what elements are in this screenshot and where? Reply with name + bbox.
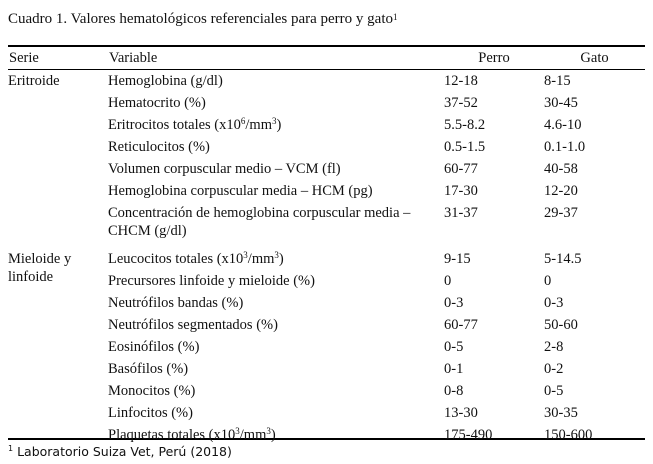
perro-cell: 12-18 (444, 73, 478, 89)
variable-cell (108, 244, 444, 272)
perro-cell: 37-52 (444, 95, 478, 111)
variable-cell: Hemoglobina (g/dl) (108, 73, 223, 89)
variable-cell: Concentración de hemoglobina corpuscular media – CHCM (g/dl) (108, 205, 411, 239)
gato-cell: 2-8 (544, 339, 564, 355)
variable-text: ) (270, 427, 276, 443)
variable-text: ) (276, 117, 282, 133)
variable-cell: Volumen corpuscular medio – VCM (fl) (108, 161, 341, 177)
table-top-rule (8, 45, 645, 47)
gato-cell: 40-58 (544, 161, 578, 177)
header-variable: Variable (109, 50, 158, 66)
gato-cell: 8-15 (544, 73, 571, 89)
perro-cell: 0-5 (444, 339, 464, 355)
caption-text: Cuadro 1. Valores hematológicos referenciales para perro y gato (8, 11, 393, 27)
variable-text: Plaquetas totales (x10 (108, 427, 236, 443)
perro-cell: 0.5-1.5 (444, 139, 486, 155)
gato-cell: 29-37 (544, 205, 578, 221)
header-gato: Gato (580, 50, 609, 66)
gato-cell: 0 (544, 273, 552, 289)
gato-cell: 30-35 (544, 405, 578, 421)
footnote-text: Laboratorio Suiza Vet, Perú (2018) (13, 444, 232, 459)
superscript: 3 (243, 250, 248, 260)
perro-cell: 60-77 (444, 161, 478, 177)
superscript: 3 (266, 426, 271, 436)
gato-cell: 5-14.5 (544, 251, 582, 267)
perro-cell: 9-15 (444, 251, 471, 267)
group-label-mieloide: Mieloide y linfoide (8, 251, 72, 285)
group-label-eritroide: Eritroide (8, 73, 60, 89)
variable-cell: Hematocrito (%) (108, 95, 206, 111)
gato-cell: 0.1-1.0 (544, 139, 586, 155)
variable-text: /mm (239, 427, 267, 443)
variable-cell: Basófilos (%) (108, 361, 189, 377)
gato-cell: 12-20 (544, 183, 578, 199)
table-header-row (8, 49, 645, 70)
variable-cell: Hemoglobina corpuscular media – HCM (pg) (108, 183, 373, 199)
table-row (8, 70, 645, 94)
header-serie: Serie (9, 50, 39, 66)
variable-text: Eritrocitos totales (x10 (108, 117, 241, 133)
hematology-table (8, 49, 645, 448)
superscript: 6 (240, 116, 246, 126)
superscript: 3 (271, 116, 277, 126)
variable-cell: Eosinófilos (%) (108, 339, 200, 355)
perro-cell: 175-490 (444, 427, 493, 443)
perro-cell: 0-3 (444, 295, 464, 311)
gato-cell: 0-3 (544, 295, 564, 311)
superscript: 3 (274, 250, 279, 260)
gato-cell: 0-2 (544, 361, 564, 377)
perro-cell: 0-8 (444, 383, 464, 399)
variable-cell: Linfocitos (%) (108, 405, 193, 421)
perro-cell: 0 (444, 273, 452, 289)
variable-cell: Precursores linfoide y mieloide (%) (108, 273, 315, 289)
caption-footnote-mark: 1 (393, 12, 398, 22)
gato-cell: 30-45 (544, 95, 578, 111)
perro-cell: 60-77 (444, 317, 478, 333)
gato-cell: 0-5 (544, 383, 564, 399)
perro-cell: 17-30 (444, 183, 478, 199)
variable-cell: Monocitos (%) (108, 383, 196, 399)
variable-text: Leucocitos totales (x10 (108, 251, 244, 267)
gato-cell: 50-60 (544, 317, 578, 333)
table-caption (8, 10, 398, 28)
footnote-mark: 1 (8, 444, 14, 453)
variable-cell: Neutrófilos bandas (%) (108, 295, 244, 311)
variable-text: /mm (245, 117, 272, 133)
variable-cell (108, 116, 444, 138)
variable-cell: Reticulocitos (%) (108, 139, 210, 155)
variable-text: /mm (247, 251, 275, 267)
gato-cell: 150-600 (544, 427, 593, 443)
perro-cell: 13-30 (444, 405, 478, 421)
variable-text: ) (278, 251, 284, 267)
perro-cell: 5.5-8.2 (444, 117, 486, 133)
perro-cell: 31-37 (444, 205, 478, 221)
variable-cell: Neutrófilos segmentados (%) (108, 317, 278, 333)
perro-cell: 0-1 (444, 361, 464, 377)
table-footnote (8, 444, 232, 462)
header-perro: Perro (478, 50, 510, 66)
gato-cell: 4.6-10 (544, 117, 582, 133)
superscript: 3 (235, 426, 240, 436)
table-row (8, 244, 645, 272)
